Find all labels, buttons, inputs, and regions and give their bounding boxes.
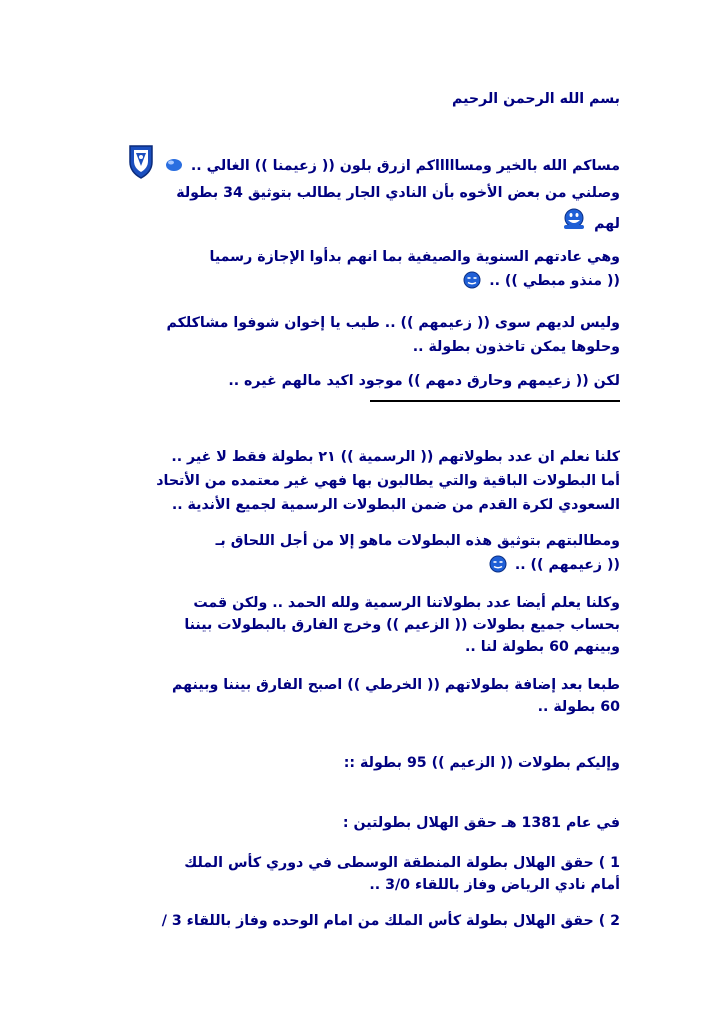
paragraph-6-line-3: [172, 494, 620, 516]
paragraph-11: [343, 812, 620, 834]
paragraph-4-line-1: [166, 312, 620, 334]
paragraph-9-line-2: [538, 696, 620, 718]
blue-grin-smiley-icon: [562, 208, 586, 230]
blue-squint-smiley-icon: [463, 271, 481, 289]
paragraph-6-line-2-text: أما البطولات الباقية والتي يطالبون بها فهي غير معتمده من الأتحاد: [156, 473, 620, 489]
paragraph-3-line-2: [460, 270, 620, 292]
paragraph-8-line-1-text: وكلنا يعلم أيضا عدد بطولاتنا الرسمية ولله الحمد .. ولكن قمت: [193, 595, 620, 611]
paragraph-13: [162, 910, 620, 932]
paragraph-11-text: في عام 1381 هـ حقق الهلال بطولتين :: [342, 815, 620, 831]
paragraph-3-line-1: [210, 246, 620, 268]
paragraph-2-line-2: [559, 208, 620, 235]
paragraph-12-line-2-text: أمام نادي الرياض وفاز باللقاء 3/0 ..: [369, 877, 620, 893]
alhilal-shield-logo-icon: [128, 144, 154, 180]
paragraph-6-line-1: [171, 446, 620, 468]
document-page: [108, 0, 620, 1030]
paragraph-4-line-2: [413, 336, 620, 358]
paragraph-12-line-1: [184, 852, 620, 874]
paragraph-7-line-1-text: ومطالبتهم بتوثيق هذه البطولات ماهو إلا من أجل اللحاق بـ: [215, 533, 620, 549]
basmala-text: بسم الله الرحمن الرحيم: [452, 91, 620, 107]
paragraph-8-line-3: [465, 636, 620, 658]
paragraph-4-line-1-text: وليس لديهم سوى (( زعيمهم )) .. طيب يا إخوان شوفوا مشاكلكم: [166, 315, 620, 331]
paragraph-7-line-2-text: (( زعيمهم )) ..: [514, 557, 620, 573]
paragraph-8-line-2: [184, 614, 620, 636]
basmala: [452, 88, 620, 110]
paragraph-7-line-2: [486, 554, 620, 576]
blue-squint-smiley-icon: [489, 555, 507, 573]
paragraph-8-line-2-text: بحساب جميع بطولات (( الزعيم )) وخرج الفارق بالبطولات بيننا: [184, 617, 620, 633]
paragraph-6-line-2: [156, 470, 620, 492]
paragraph-2-line-2-text: لهم: [594, 216, 620, 232]
paragraph-9-line-1-text: طبعا بعد إضافة بطولاتهم (( الخرطي )) اصبح الفارق بيننا وبينهم: [172, 677, 620, 693]
paragraph-12-line-1-text: 1 ) حقق الهلال بطولة المنطقة الوسطى في دوري كأس الملك: [184, 855, 620, 871]
paragraph-2-line-1: [176, 182, 620, 204]
paragraph-7-line-1: [216, 530, 620, 552]
paragraph-6-line-3-text: السعودي لكرة القدم من ضمن البطولات الرسمية لجميع الأندية ..: [171, 497, 620, 513]
paragraph-5-line-1: [228, 370, 620, 392]
paragraph-6-line-1-text: كلنا نعلم ان عدد بطولاتهم (( الرسمية )) ٢١ بطولة فقط لا غير ..: [171, 449, 620, 465]
paragraph-12-line-2: [369, 874, 620, 896]
blue-ball-icon: [165, 157, 183, 171]
paragraph-3-line-1-text: وهي عادتهم السنوية والصيفية بما انهم بدأوا الإجازة رسميا: [209, 249, 620, 265]
paragraph-10-text: وإليكم بطولات (( الزعيم )) 95 بطولة ::: [343, 755, 620, 771]
paragraph-5-line-1-text: لكن (( زعيمهم وحارق دمهم )) موجود اكيد مالهم غيره ..: [228, 373, 620, 389]
paragraph-2-line-1-text: وصلني من بعض الأخوه بأن النادي الجار يطالب بتوثيق 34 بطولة: [176, 185, 620, 201]
separator-line: [370, 400, 620, 402]
paragraph-1-text: مساكم الله بالخير ومساااااكم ازرق بلون (( زعيمنا )) الغالي ..: [190, 158, 620, 174]
paragraph-9-line-2-text: 60 بطولة ..: [537, 699, 620, 715]
paragraph-9-line-1: [172, 674, 620, 696]
paragraph-3-line-2-text: (( منذو مبطي )) ..: [489, 273, 620, 289]
paragraph-8-line-3-text: وبينهم 60 بطولة لنا ..: [465, 639, 620, 655]
paragraph-13-text: 2 ) حقق الهلال بطولة كأس الملك من امام الوحده وفاز باللقاء 3 /: [161, 913, 620, 929]
paragraph-1: [125, 144, 620, 180]
paragraph-10: [344, 752, 620, 774]
paragraph-4-line-2-text: وحلوها يمكن تاخذون بطولة ..: [412, 339, 620, 355]
paragraph-8-line-1: [193, 592, 620, 614]
